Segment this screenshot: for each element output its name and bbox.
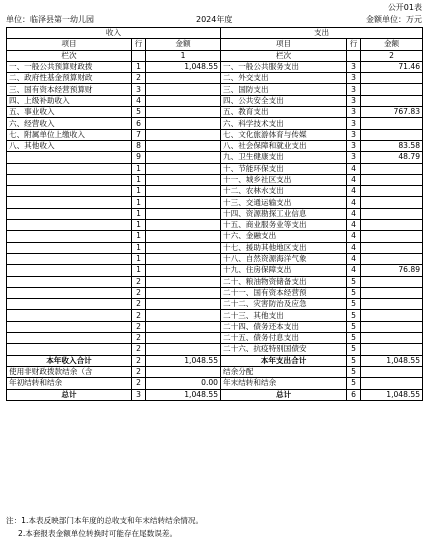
- income-amount-header: 金额: [146, 39, 221, 50]
- income-item-cell: 五、事业收入: [7, 107, 132, 118]
- table-row: [7, 186, 423, 197]
- report-year: 2024年度: [196, 15, 233, 24]
- expense-row-cell: 4: [347, 265, 361, 276]
- income-row-cell: 2: [132, 344, 146, 355]
- expense-item-header: 项目: [221, 39, 347, 50]
- income-amount-cell: 1,048.55: [146, 61, 221, 72]
- expense-amount-cell: [361, 242, 423, 253]
- income-item-cell: 四、上级补助收入: [7, 95, 132, 106]
- expense-index-col: 2: [361, 50, 423, 61]
- expense-amount-cell: [361, 253, 423, 264]
- expense-row-cell: 4: [347, 208, 361, 219]
- expense-amount-cell: 71.46: [361, 61, 423, 72]
- end-balance-row-no: 5: [347, 378, 361, 389]
- expense-amount-cell: [361, 84, 423, 95]
- income-row-cell: 1: [132, 242, 146, 253]
- expense-amount-cell: [361, 174, 423, 185]
- income-amount-cell: [146, 174, 221, 185]
- unit-name: 单位：临泽县第一幼儿园: [6, 15, 94, 24]
- expense-item-cell: 十三、交通运输支出: [221, 197, 347, 208]
- expense-item-cell: 四、公共安全支出: [221, 95, 347, 106]
- expense-row-cell: 3: [347, 107, 361, 118]
- expense-item-cell: 十五、商业服务业等支出: [221, 220, 347, 231]
- expense-row-cell: 3: [347, 118, 361, 129]
- table-row: [7, 140, 423, 151]
- expense-amount-cell: [361, 129, 423, 140]
- income-item-cell: 一、一般公共预算财政拨: [7, 61, 132, 72]
- table-row: [7, 231, 423, 242]
- income-item-cell: 三、国有资本经营预算财: [7, 84, 132, 95]
- expense-row-cell: 3: [347, 152, 361, 163]
- expense-amount-cell: [361, 95, 423, 106]
- income-item-cell: [7, 174, 132, 185]
- income-index-row: [132, 50, 146, 61]
- footnote-1: 注：1.本表反映部门本年度的总收支和年末结转结余情况。: [6, 516, 204, 525]
- income-row-cell: 1: [132, 231, 146, 242]
- income-amount-cell: [146, 231, 221, 242]
- column-index-row: [7, 50, 423, 61]
- income-amount-cell: [146, 107, 221, 118]
- income-item-cell: 八、其他收入: [7, 140, 132, 151]
- table-row: [7, 84, 423, 95]
- income-amount-cell: [146, 73, 221, 84]
- annual-expense-amount: 1,048.55: [361, 355, 423, 366]
- income-section-title: 收入: [7, 28, 221, 39]
- surplus-amount: [146, 366, 221, 377]
- income-row-cell: 2: [132, 333, 146, 344]
- expense-row-cell: 3: [347, 61, 361, 72]
- expense-amount-cell: [361, 163, 423, 174]
- expense-item-cell: 十六、金融支出: [221, 231, 347, 242]
- expense-amount-cell: 83.58: [361, 140, 423, 151]
- annual-total-row: [7, 355, 423, 366]
- expense-item-cell: 二十一、国有资本经营预: [221, 287, 347, 298]
- expense-item-cell: 十四、资源勘探工业信息: [221, 208, 347, 219]
- expense-item-cell: 一、一般公共服务支出: [221, 61, 347, 72]
- table-row: [7, 276, 423, 287]
- expense-item-cell: 十九、住房保障支出: [221, 265, 347, 276]
- table-row: [7, 333, 423, 344]
- expense-amount-cell: [361, 208, 423, 219]
- income-item-cell: [7, 344, 132, 355]
- income-amount-cell: [146, 140, 221, 151]
- footnote-2: 2.本套报表金额单位转换时可能存在尾数误差。: [18, 529, 178, 538]
- income-amount-cell: [146, 118, 221, 129]
- income-amount-cell: [146, 276, 221, 287]
- income-item-cell: [7, 186, 132, 197]
- income-amount-cell: [146, 299, 221, 310]
- income-item-cell: [7, 287, 132, 298]
- income-item-cell: [7, 220, 132, 231]
- expense-amount-cell: [361, 197, 423, 208]
- income-expense-table: [6, 27, 423, 401]
- form-number: 公开01表: [387, 3, 422, 12]
- expense-item-cell: 十二、农林水支出: [221, 186, 347, 197]
- table-row: [7, 174, 423, 185]
- expense-row-cell: 5: [347, 344, 361, 355]
- income-amount-cell: [146, 186, 221, 197]
- expense-row-cell: 3: [347, 84, 361, 95]
- grand-income-amount: 1,048.55: [146, 389, 221, 400]
- income-amount-cell: [146, 84, 221, 95]
- distribution-label: 结余分配: [221, 366, 347, 377]
- income-item-cell: [7, 242, 132, 253]
- income-item-header: 项目: [7, 39, 132, 50]
- income-amount-cell: [146, 152, 221, 163]
- expense-row-cell: 4: [347, 231, 361, 242]
- table-row: [7, 61, 423, 72]
- income-row-cell: 2: [132, 73, 146, 84]
- table-row: [7, 310, 423, 321]
- expense-amount-cell: [361, 310, 423, 321]
- income-row-cell: 1: [132, 265, 146, 276]
- income-amount-cell: [146, 310, 221, 321]
- income-amount-cell: [146, 197, 221, 208]
- grand-income-label: 总计: [7, 389, 132, 400]
- expense-row-cell: 4: [347, 242, 361, 253]
- income-item-cell: [7, 299, 132, 310]
- table-row: [7, 344, 423, 355]
- income-row-cell: 1: [132, 220, 146, 231]
- expense-row-cell: 5: [347, 321, 361, 332]
- expense-row-cell: 3: [347, 129, 361, 140]
- income-item-cell: [7, 253, 132, 264]
- income-amount-cell: [146, 220, 221, 231]
- income-row-cell: 1: [132, 186, 146, 197]
- expense-row-cell: 4: [347, 163, 361, 174]
- expense-row-cell: 4: [347, 220, 361, 231]
- expense-item-cell: 二、外交支出: [221, 73, 347, 84]
- expense-item-cell: 二十五、债务付息支出: [221, 333, 347, 344]
- income-item-cell: [7, 310, 132, 321]
- surplus-row: [7, 366, 423, 377]
- expense-row-cell: 3: [347, 140, 361, 151]
- surplus-label: 使用非财政拨款结余（含: [7, 366, 132, 377]
- expense-row-header: 行: [347, 39, 361, 50]
- table-row: [7, 321, 423, 332]
- table-row: [7, 129, 423, 140]
- income-item-cell: [7, 333, 132, 344]
- table-row: [7, 73, 423, 84]
- income-item-cell: [7, 208, 132, 219]
- grand-expense-label: 总计: [221, 389, 347, 400]
- table-row: [7, 163, 423, 174]
- income-index-col: 1: [146, 50, 221, 61]
- income-item-cell: 六、经营收入: [7, 118, 132, 129]
- carryover-row: [7, 378, 423, 389]
- table-row: [7, 107, 423, 118]
- footnotes: [6, 514, 203, 540]
- income-row-cell: 2: [132, 287, 146, 298]
- expense-row-cell: 4: [347, 186, 361, 197]
- annual-income-amount: 1,048.55: [146, 355, 221, 366]
- income-item-cell: [7, 152, 132, 163]
- income-row-cell: 2: [132, 321, 146, 332]
- income-row-cell: 1: [132, 208, 146, 219]
- expense-row-cell: 3: [347, 95, 361, 106]
- expense-amount-header: 金额: [361, 39, 423, 50]
- table-row: [7, 197, 423, 208]
- expense-row-cell: 3: [347, 73, 361, 84]
- expense-amount-cell: [361, 73, 423, 84]
- expense-index-label: 栏次: [221, 50, 347, 61]
- column-header-row: [7, 39, 423, 50]
- expense-amount-cell: [361, 299, 423, 310]
- expense-amount-cell: [361, 186, 423, 197]
- expense-row-cell: 5: [347, 299, 361, 310]
- money-unit: 金额单位：万元: [366, 15, 422, 24]
- expense-item-cell: 五、教育支出: [221, 107, 347, 118]
- income-row-cell: 8: [132, 140, 146, 151]
- expense-row-cell: 4: [347, 253, 361, 264]
- income-row-cell: 3: [132, 84, 146, 95]
- table-row: [7, 118, 423, 129]
- income-item-cell: [7, 231, 132, 242]
- income-amount-cell: [146, 129, 221, 140]
- expense-item-cell: 八、社会保障和就业支出: [221, 140, 347, 151]
- income-row-cell: 1: [132, 174, 146, 185]
- income-amount-cell: [146, 333, 221, 344]
- income-index-label: 栏次: [7, 50, 132, 61]
- annual-income-label: 本年收入合计: [7, 355, 132, 366]
- distribution-amount: [361, 366, 423, 377]
- begin-balance-row-no: 2: [132, 378, 146, 389]
- expense-item-cell: 六、科学技术支出: [221, 118, 347, 129]
- expense-amount-cell: [361, 118, 423, 129]
- expense-item-cell: 十一、城乡社区支出: [221, 174, 347, 185]
- table-row: [7, 208, 423, 219]
- end-balance-label: 年末结转和结余: [221, 378, 347, 389]
- expense-amount-cell: [361, 321, 423, 332]
- expense-amount-cell: 76.89: [361, 265, 423, 276]
- annual-expense-label: 本年支出合计: [221, 355, 347, 366]
- expense-amount-cell: [361, 276, 423, 287]
- begin-balance-label: 年初结转和结余: [7, 378, 132, 389]
- expense-item-cell: 七、文化旅游体育与传媒: [221, 129, 347, 140]
- income-amount-cell: [146, 265, 221, 276]
- expense-row-cell: 5: [347, 333, 361, 344]
- annual-income-row: 2: [132, 355, 146, 366]
- income-row-cell: 4: [132, 95, 146, 106]
- table-row: [7, 299, 423, 310]
- expense-amount-cell: [361, 344, 423, 355]
- expense-item-cell: 三、国防支出: [221, 84, 347, 95]
- expense-item-cell: 二十、粮油物资储备支出: [221, 276, 347, 287]
- income-row-cell: 1: [132, 253, 146, 264]
- income-row-cell: 6: [132, 118, 146, 129]
- income-amount-cell: [146, 287, 221, 298]
- expense-item-cell: 九、卫生健康支出: [221, 152, 347, 163]
- income-row-header: 行: [132, 39, 146, 50]
- income-item-cell: [7, 265, 132, 276]
- income-amount-cell: [146, 321, 221, 332]
- surplus-row-no: 2: [132, 366, 146, 377]
- expense-item-cell: 十七、援助其他地区支出: [221, 242, 347, 253]
- expense-row-cell: 5: [347, 287, 361, 298]
- income-amount-cell: [146, 163, 221, 174]
- income-item-cell: 二、政府性基金预算财政: [7, 73, 132, 84]
- income-item-cell: 七、附属单位上缴收入: [7, 129, 132, 140]
- income-item-cell: [7, 276, 132, 287]
- income-row-cell: 2: [132, 310, 146, 321]
- annual-expense-row: 5: [347, 355, 361, 366]
- table-row: [7, 220, 423, 231]
- expense-row-cell: 4: [347, 174, 361, 185]
- income-row-cell: 1: [132, 61, 146, 72]
- expense-item-cell: 十、节能环保支出: [221, 163, 347, 174]
- table-row: [7, 152, 423, 163]
- expense-item-cell: 二十二、灾害防治及应急: [221, 299, 347, 310]
- income-amount-cell: [146, 242, 221, 253]
- begin-balance-amount: 0.00: [146, 378, 221, 389]
- income-item-cell: [7, 321, 132, 332]
- table-row: [7, 265, 423, 276]
- income-row-cell: 2: [132, 299, 146, 310]
- income-amount-cell: [146, 208, 221, 219]
- income-amount-cell: [146, 344, 221, 355]
- expense-item-cell: 二十三、其他支出: [221, 310, 347, 321]
- expense-item-cell: 十八、自然资源海洋气象: [221, 253, 347, 264]
- table-row: [7, 287, 423, 298]
- income-item-cell: [7, 163, 132, 174]
- section-header-row: [7, 28, 423, 39]
- income-amount-cell: [146, 95, 221, 106]
- income-row-cell: 1: [132, 197, 146, 208]
- expense-amount-cell: [361, 220, 423, 231]
- expense-section-title: 支出: [221, 28, 423, 39]
- grand-total-row: [7, 389, 423, 400]
- income-row-cell: 1: [132, 163, 146, 174]
- expense-index-row: [347, 50, 361, 61]
- report-header: [6, 13, 422, 26]
- expense-row-cell: 5: [347, 310, 361, 321]
- income-item-cell: [7, 197, 132, 208]
- grand-expense-row-no: 6: [347, 389, 361, 400]
- table-row: [7, 95, 423, 106]
- table-row: [7, 242, 423, 253]
- table-row: [7, 253, 423, 264]
- expense-row-cell: 4: [347, 197, 361, 208]
- grand-expense-amount: 1,048.55: [361, 389, 423, 400]
- expense-amount-cell: [361, 231, 423, 242]
- expense-item-cell: 二十四、债务还本支出: [221, 321, 347, 332]
- expense-amount-cell: [361, 287, 423, 298]
- expense-row-cell: 5: [347, 276, 361, 287]
- end-balance-amount: [361, 378, 423, 389]
- income-row-cell: 5: [132, 107, 146, 118]
- expense-amount-cell: 48.79: [361, 152, 423, 163]
- grand-income-row-no: 3: [132, 389, 146, 400]
- income-row-cell: 2: [132, 276, 146, 287]
- distribution-row-no: 5: [347, 366, 361, 377]
- expense-amount-cell: 767.83: [361, 107, 423, 118]
- income-amount-cell: [146, 253, 221, 264]
- income-row-cell: 9: [132, 152, 146, 163]
- income-row-cell: 7: [132, 129, 146, 140]
- expense-item-cell: 二十六、抗疫特别国债安: [221, 344, 347, 355]
- expense-amount-cell: [361, 333, 423, 344]
